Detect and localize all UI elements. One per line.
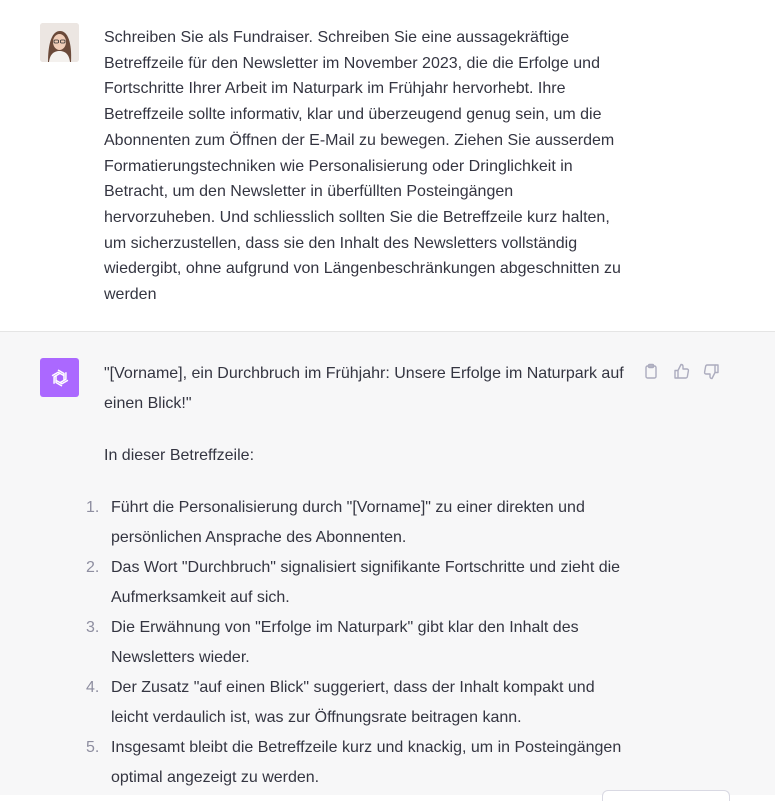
explanation-list xyxy=(86,493,634,793)
regenerate-button-edge[interactable] xyxy=(602,790,730,801)
assistant-answer xyxy=(86,359,634,793)
list-item: 1. Führt die Personalisierung durch "[Vorname]" zu einer direkten und persönlichen Ansprache des Abonnenten. xyxy=(86,499,585,546)
user-avatar xyxy=(40,23,79,62)
user-message xyxy=(0,0,775,332)
list-item: 5. Insgesamt bleibt die Betreffzeile kurz und knackig, um in Posteingängen optimal angezeigt zu werden. xyxy=(86,739,622,786)
thumbs-up-icon xyxy=(673,363,690,380)
like-button[interactable] xyxy=(672,362,690,380)
thumbs-down-icon xyxy=(703,363,720,380)
list-item: 3. Die Erwähnung von "Erfolge im Naturpark" gibt klar den Inhalt des Newsletters wieder. xyxy=(86,619,579,666)
openai-logo-icon xyxy=(40,358,79,397)
subject-line: "[Vorname], ein Durchbruch im Frühjahr: Unsere Erfolge im Naturpark auf einen Blick!" xyxy=(104,365,624,412)
list-item: 2. Das Wort "Durchbruch" signalisiert signifikante Fortschritte und zieht die Aufmerksamkeit auf sich. xyxy=(86,559,621,606)
user-photo-icon xyxy=(40,23,79,62)
copy-button[interactable] xyxy=(642,362,660,380)
list-item: 4. Der Zusatz "auf einen Blick" suggeriert, dass der Inhalt kompakt und leicht verdaulich ist, was zur Öffnungsrate beitragen kann. xyxy=(86,679,595,726)
message-actions xyxy=(642,362,720,380)
intro-text: In dieser Betreffzeile: xyxy=(104,447,255,464)
clipboard-icon xyxy=(643,363,659,379)
dislike-button[interactable] xyxy=(702,362,720,380)
assistant-message xyxy=(0,332,775,795)
user-prompt-text: Schreiben Sie als Fundraiser. Schreiben Sie eine aussagekräftige Betreffzeile für den Newsletter im November 2023, die die Erfolge und Fortschritte Ihrer Arbeit im Naturpark im Frühjahr hervorhebt. Ihre Betreffzeile sollte informativ, klar und überzeugend genug sein, um die Abonnenten zum Öffnen der E-Mail zu bewegen. Ziehen Sie ausserdem Formatierungstechniken wie Personalisierung oder Dringlichkeit in Betracht, um den Newsletter in überfüllten Posteingängen hervorzuheben. Und schliesslich sollten Sie die Betreffzeile kurz halten, um sicherzustellen, dass sie den Inhalt des Newsletters vollständig wiedergibt, ohne aufgrund von Längenbeschränkungen abgeschnitten zu werden xyxy=(104,29,621,304)
